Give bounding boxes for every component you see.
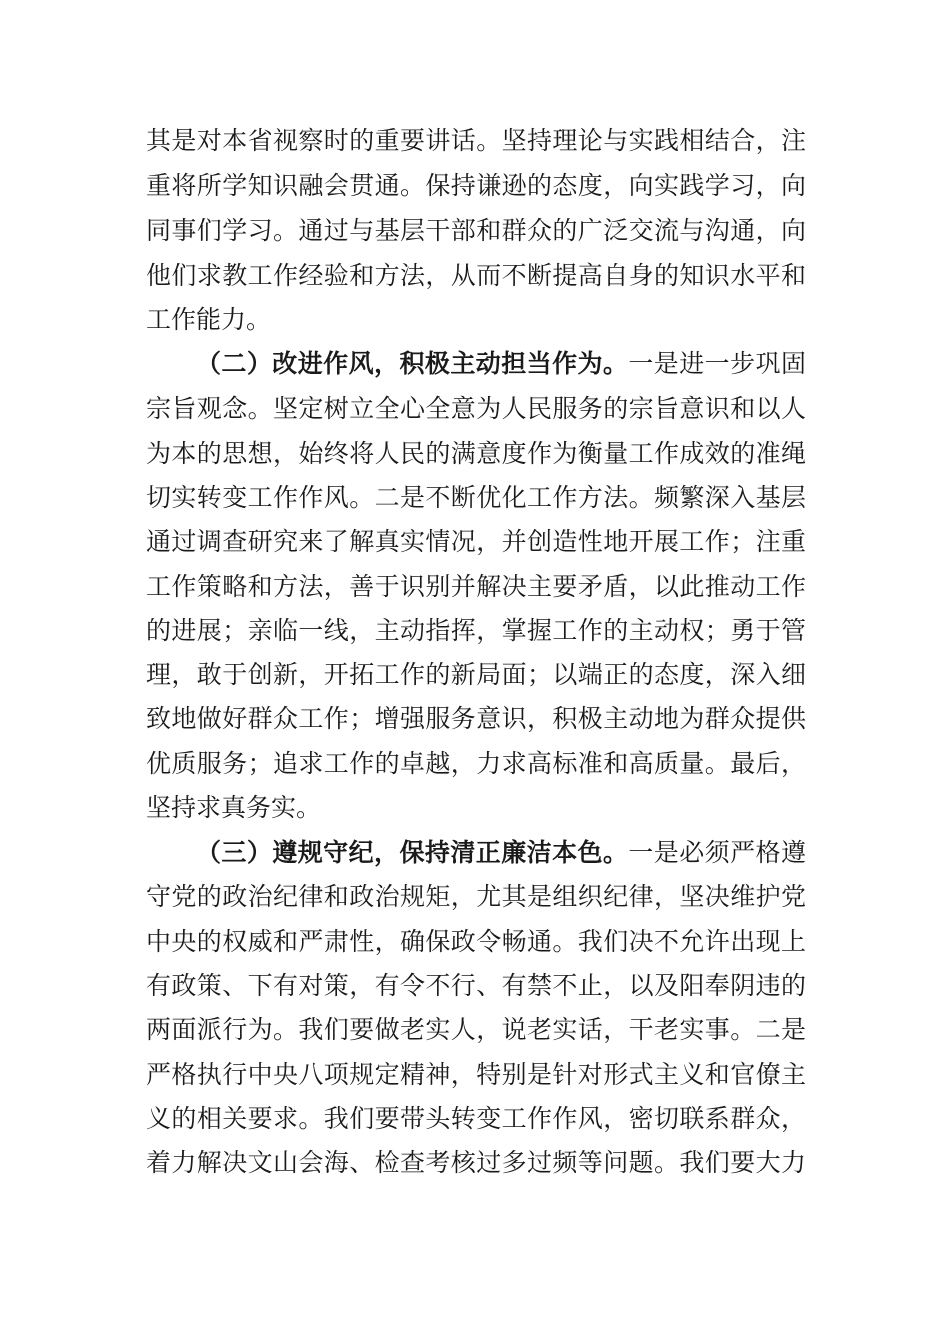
text-line: 优质服务；追求工作的卓越，力求高标准和高质量。最后， [146,749,806,778]
text-line: 严格执行中央八项规定精神，特别是针对形式主义和官僚主 [146,1060,806,1089]
text-line: 中央的权威和严肃性，确保政令畅通。我们决不允许出现上 [146,927,806,956]
text-line: 宗旨观念。坚定树立全心全意为人民服务的宗旨意识和以人 [146,394,806,423]
text-line: 两面派行为。我们要做老实人，说老实话，干老实事。二是 [146,1015,806,1044]
text-line: 工作能力。 [146,305,272,334]
text-line: 义的相关要求。我们要带头转变工作作风，密切联系群众， [146,1104,806,1133]
text-line: 理，敢于创新，开拓工作的新局面；以端正的态度，深入细 [146,660,806,689]
text-line: 为本的思想，始终将人民的满意度作为衡量工作成效的准绳 [146,439,806,468]
text-line: 工作策略和方法，善于识别并解决主要矛盾，以此推动工作 [146,572,806,601]
text-line: 有政策、下有对策，有令不行、有禁不止，以及阳奉阴违的 [146,971,806,1000]
text-line: 其是对本省视察时的重要讲话。坚持理论与实践相结合，注 [146,126,806,155]
section-2-intro: 一是进一步巩固 [628,349,806,378]
text-line: 着力解决文山会海、检查考核过多过频等问题。我们要大力 [146,1148,806,1177]
section-3-heading: （三）遵规守纪，保持清正廉洁本色。 [196,838,629,867]
text-line: 守党的政治纪律和政治规矩，尤其是组织纪律，坚决维护党 [146,882,806,911]
section-3-intro: 一是必须严格遵 [628,838,806,867]
section-2-heading: （二）改进作风，积极主动担当作为。 [196,349,629,378]
text-line: 切实转变工作作风。二是不断优化工作方法。频繁深入基层 [146,483,806,512]
text-line: 的进展；亲临一线，主动指挥，掌握工作的主动权；勇于管 [146,616,806,645]
section-2-first-line [196,344,806,384]
text-line: 同事们学习。通过与基层干部和群众的广泛交流与沟通，向 [146,216,806,245]
section-3-first-line [196,833,806,873]
text-line: 致地做好群众工作；增强服务意识，积极主动地为群众提供 [146,704,806,733]
text-line: 他们求教工作经验和方法，从而不断提高自身的知识水平和 [146,261,806,290]
text-line: 通过调查研究来了解真实情况，并创造性地开展工作；注重 [146,527,806,556]
text-line: 坚持求真务实。 [146,793,322,822]
text-line: 重将所学知识融会贯通。保持谦逊的态度，向实践学习，向 [146,171,806,200]
